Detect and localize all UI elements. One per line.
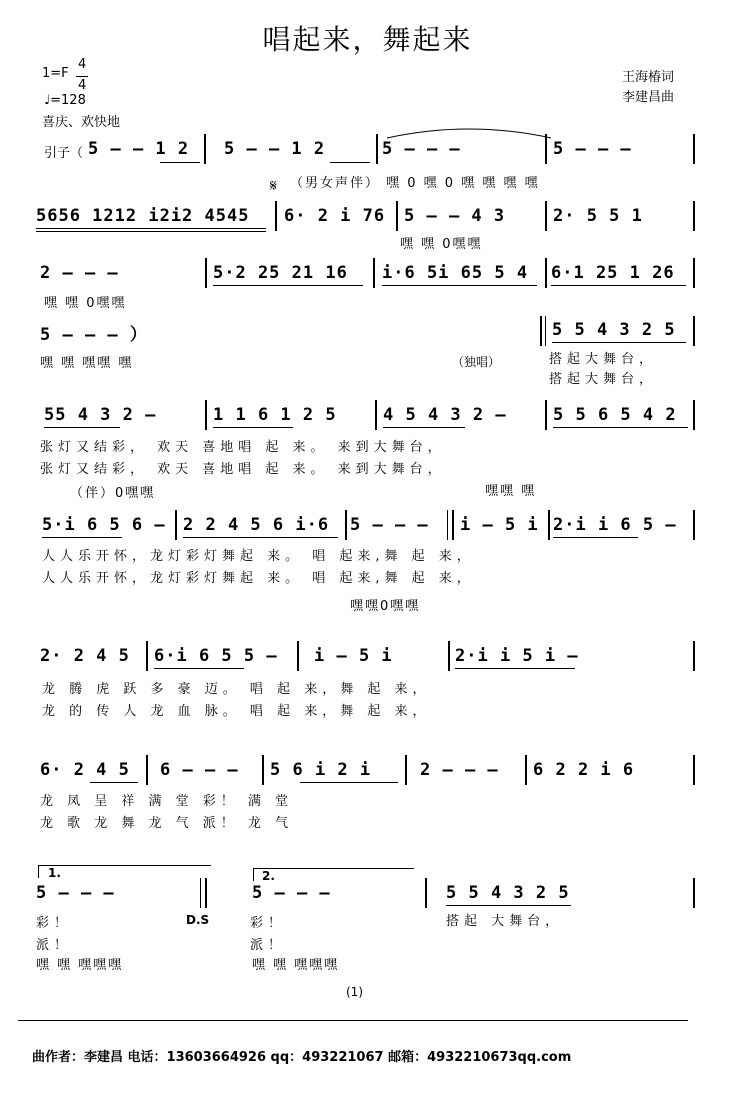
measure-34: 5 — — —: [252, 883, 331, 903]
barline: [693, 755, 695, 785]
expression-marking: 喜庆、欢快地: [42, 115, 121, 130]
barline: [405, 755, 407, 785]
barline: [693, 878, 695, 908]
underline: [44, 427, 120, 428]
lyric-verse-2: 搭起大舞台，: [549, 372, 658, 387]
barline: [693, 400, 695, 430]
measure-4: 5 — — —: [553, 139, 632, 159]
underline: [213, 285, 363, 286]
barline: [205, 258, 207, 288]
vocal-line: 嘿 嘿 嘿嘿 嘿: [40, 356, 134, 371]
barline: [262, 755, 264, 785]
barline: [275, 201, 277, 231]
intro-label: 引子（: [44, 146, 84, 161]
measure-35: 5 5 4 3 2 5: [446, 883, 570, 903]
lyric-verse-2: 人人乐开怀，龙灯彩灯舞起 来。 唱 起来,舞 起 来，: [42, 571, 475, 586]
underline: [446, 905, 571, 906]
measure-29: 6 — — —: [160, 760, 239, 780]
volta-bracket-2: [253, 868, 414, 881]
barline: [545, 201, 547, 231]
vocal-line: 嘿嘿0嘿嘿: [350, 599, 421, 614]
lyricist: 王海椿词: [622, 70, 675, 85]
repeat-start-barline: [540, 316, 542, 346]
measure-27: 2·i i 5 i —: [455, 646, 579, 666]
lyric-verse-2: 派！: [250, 938, 287, 953]
time-signature-top: 4: [78, 57, 87, 72]
lyric-verse-2: 张灯又结彩， 欢天 喜地唱 起 来。 来到大舞台，: [40, 462, 446, 477]
underline: [382, 285, 537, 286]
underline: [553, 427, 688, 428]
measure-15: 55 4 3 2 —: [44, 405, 157, 425]
measure-11: i·6 5i 65 5 4: [382, 263, 529, 283]
barline: [693, 316, 695, 346]
underline: [42, 537, 122, 538]
barline: [375, 400, 377, 430]
measure-5: 5656 1212 i2i2 4545: [36, 206, 250, 226]
barline: [175, 510, 177, 540]
underline: [330, 162, 370, 163]
measure-28: 6· 2 4 5: [40, 760, 130, 780]
underline: [551, 285, 686, 286]
measure-24: 2· 2 4 5: [40, 646, 130, 666]
measure-17: 4 5 4 3 2 —: [383, 405, 507, 425]
underline: [553, 537, 638, 538]
barline: [146, 641, 148, 671]
time-signature-bottom: 4: [78, 78, 87, 93]
barline: [204, 134, 206, 164]
vocal-line: （男女声伴） 嘿 0 嘿 0 嘿 嘿 嘿 嘿: [290, 176, 540, 191]
measure-32: 6 2 2 i 6: [533, 760, 635, 780]
page-number: (1): [346, 985, 363, 999]
barline: [373, 258, 375, 288]
accompaniment-marking: （伴）0嘿嘿: [70, 486, 156, 501]
dal-segno-marking: D.S: [186, 913, 210, 927]
lyric-verse-1: 人人乐开怀，龙灯彩灯舞起 来。 唱 起来,舞 起 来，: [42, 549, 475, 564]
vocal-line: 嘿 嘿 嘿嘿嘿: [252, 958, 340, 973]
measure-13: 5 — — — ）: [40, 325, 148, 345]
barline: [345, 510, 347, 540]
measure-6: 6· 2 i 76: [284, 206, 386, 226]
measure-12: 6·1 25 1 26: [551, 263, 675, 283]
measure-19: 5·i 6 5 6 —: [42, 515, 166, 535]
barline: [425, 878, 427, 908]
barline: [396, 201, 398, 231]
barline: [146, 755, 148, 785]
tie-arc: [385, 124, 553, 140]
underline: [90, 782, 138, 783]
barline: [693, 641, 695, 671]
underline: [383, 427, 465, 428]
footer-contact: 曲作者：李建昌 电话：13603664926 qq：493221067 邮箱：4932210673qq.com: [32, 1050, 572, 1065]
vocal-line: 嘿嘿 嘿: [485, 484, 537, 499]
measure-16: 1 1 6 1 2 5: [213, 405, 337, 425]
lyric-verse-2: 派！: [36, 938, 73, 953]
vocal-line: 嘿 嘿 0嘿嘿: [400, 237, 483, 252]
measure-33: 5 — — —: [36, 883, 115, 903]
segno-icon: 𝄋: [270, 176, 277, 195]
measure-21: 5 — — —: [350, 515, 429, 535]
lyric-verse-2: 龙 的 传 人 龙 血 脉。 唱 起 来，舞 起 来，: [42, 704, 431, 719]
lyric-verse-1: 彩！: [36, 916, 73, 931]
volta-bracket-1: [38, 865, 211, 878]
underline: [455, 668, 575, 669]
barline: [693, 134, 695, 164]
lyric-ending: 搭起 大舞台，: [446, 914, 564, 929]
measure-31: 2 — — —: [420, 760, 499, 780]
volta-1-label: 1.: [48, 866, 61, 880]
repeat-end-barline: [447, 510, 448, 540]
song-title: 唱起来，舞起来: [262, 23, 473, 56]
barline: [548, 510, 550, 540]
measure-20: 2 2 4 5 6 i·6: [183, 515, 330, 535]
composer: 李建昌曲: [622, 90, 675, 105]
underline: [154, 668, 244, 669]
measure-10: 5·2 25 21 16: [213, 263, 348, 283]
measure-14: 5 5 4 3 2 5: [552, 320, 676, 340]
key-signature: 1=F: [42, 66, 69, 81]
vocal-line: 嘿 嘿 嘿嘿嘿: [36, 958, 124, 973]
lyric-verse-1: 张灯又结彩， 欢天 喜地唱 起 来。 来到大舞台，: [40, 440, 446, 455]
measure-23: 2·i i 6 5 —: [553, 515, 677, 535]
measure-30: 5 6 i 2 i: [270, 760, 372, 780]
final-barline: [200, 878, 201, 908]
final-barline: [205, 878, 207, 908]
underline: [300, 782, 398, 783]
measure-9: 2 — — —: [40, 263, 119, 283]
quarter-note-icon: ♩: [44, 93, 51, 108]
repeat-end-barline: [452, 510, 454, 540]
solo-marking: （独唱）: [452, 355, 501, 369]
measure-22: i — 5 i: [460, 515, 539, 535]
barline: [693, 510, 695, 540]
measure-18: 5 5 6 5 4 2: [553, 405, 677, 425]
repeat-start-barline: [545, 316, 546, 346]
barline: [448, 641, 450, 671]
measure-1: 5 — — 1 2: [88, 139, 190, 159]
barline: [545, 400, 547, 430]
lyric-verse-1: 搭起大舞台，: [549, 352, 658, 367]
barline: [693, 258, 695, 288]
underline: [36, 231, 266, 232]
measure-25: 6·i 6 5 5 —: [154, 646, 278, 666]
footer-divider: [18, 1020, 688, 1021]
time-signature-line: [76, 76, 88, 77]
measure-7: 5 — — 4 3: [404, 206, 506, 226]
underline: [183, 537, 338, 538]
lyric-verse-1: 龙 凤 呈 祥 满 堂 彩！ 满 堂: [40, 794, 294, 809]
barline: [376, 134, 378, 164]
barline: [545, 258, 547, 288]
barline: [205, 400, 207, 430]
measure-8: 2· 5 5 1: [553, 206, 643, 226]
underline: [160, 162, 200, 163]
underline: [213, 427, 293, 428]
underline: [36, 228, 266, 229]
lyric-verse-2: 龙 歌 龙 舞 龙 气 派！ 龙 气: [40, 816, 294, 831]
barline: [297, 641, 299, 671]
measure-3: 5 — — —: [382, 139, 461, 159]
barline: [525, 755, 527, 785]
underline: [552, 342, 686, 343]
lyric-verse-1: 彩！: [250, 916, 287, 931]
measure-26: i — 5 i: [314, 646, 393, 666]
vocal-line: 嘿 嘿 0嘿嘿: [44, 296, 127, 311]
lyric-verse-1: 龙 腾 虎 跃 多 豪 迈。 唱 起 来，舞 起 来，: [42, 682, 431, 697]
volta-2-label: 2.: [262, 869, 275, 883]
barline: [693, 201, 695, 231]
tempo-marking: ♩=128: [44, 93, 86, 108]
measure-2: 5 — — 1 2: [224, 139, 326, 159]
